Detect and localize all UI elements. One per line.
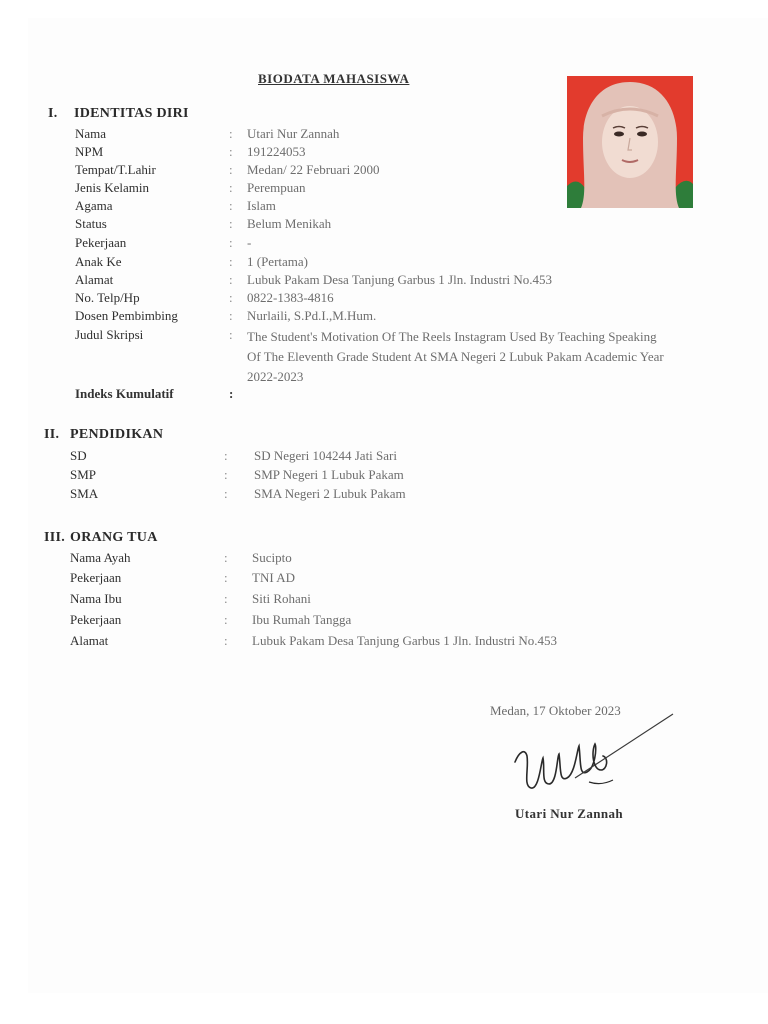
signature-place-date: Medan, 17 Oktober 2023 (490, 703, 621, 718)
field-colon: : (224, 633, 228, 648)
section-title: PENDIDIKAN (70, 427, 164, 442)
field-label: Pekerjaan (70, 570, 122, 585)
field-value: - (247, 235, 252, 250)
field-colon: : (224, 467, 228, 482)
field-label: Nama Ayah (70, 550, 131, 565)
field-colon: : (229, 290, 233, 305)
field-value: TNI AD (252, 570, 295, 585)
field-value: Lubuk Pakam Desa Tanjung Garbus 1 Jln. Industri No.453 (252, 633, 558, 648)
field-label: SD (70, 448, 87, 463)
field-label: Alamat (70, 633, 109, 648)
section-number: I. (48, 106, 58, 121)
field-colon: : (229, 126, 233, 141)
field-value: Ibu Rumah Tangga (252, 612, 352, 627)
field-value: SMP Negeri 1 Lubuk Pakam (254, 467, 404, 482)
section-title: IDENTITAS DIRI (74, 106, 189, 121)
field-colon: : (224, 486, 228, 501)
field-label: Status (75, 216, 107, 231)
field-colon: : (224, 550, 228, 565)
field-label: Jenis Kelamin (75, 180, 150, 195)
field-colon: : (229, 254, 233, 269)
field-colon: : (229, 162, 233, 177)
field-label: Tempat/T.Lahir (75, 162, 156, 177)
field-value: 0822-1383-4816 (247, 290, 334, 305)
field-colon: : (229, 216, 233, 231)
document-title: BIODATA MAHASISWA (258, 71, 410, 86)
section-number: III. (44, 530, 66, 545)
profile-photo (567, 76, 693, 208)
field-label: Agama (75, 198, 113, 213)
field-label: Pekerjaan (70, 612, 122, 627)
field-value: Perempuan (247, 180, 306, 195)
field-value: Belum Menikah (247, 216, 332, 231)
field-colon: : (224, 448, 228, 463)
field-label: NPM (75, 144, 104, 159)
field-value: Sucipto (252, 550, 292, 565)
field-label: Alamat (75, 272, 114, 287)
field-colon: : (224, 591, 228, 606)
field-value: Utari Nur Zannah (247, 126, 340, 141)
field-value: 191224053 (247, 144, 306, 159)
field-colon: : (229, 386, 234, 401)
field-value: Medan/ 22 Februari 2000 (247, 162, 380, 177)
section-number: II. (44, 427, 60, 442)
field-value: SD Negeri 104244 Jati Sari (254, 448, 397, 463)
field-value: SMA Negeri 2 Lubuk Pakam (254, 486, 406, 501)
section-pendidikan-heading (44, 427, 163, 443)
field-label: Dosen Pembimbing (75, 308, 178, 323)
signer-name: Utari Nur Zannah (515, 806, 624, 821)
field-label: SMP (70, 467, 97, 482)
field-colon: : (224, 570, 228, 585)
field-value: 1 (Pertama) (247, 254, 309, 269)
field-label: Anak Ke (75, 254, 122, 269)
field-colon: : (224, 612, 228, 627)
field-label: SMA (70, 486, 99, 501)
field-label: Nama Ibu (70, 591, 122, 606)
field-label: No. Telp/Hp (75, 290, 140, 305)
field-label: Indeks Kumulatif (75, 386, 174, 401)
field-colon: : (229, 180, 233, 195)
field-colon: : (229, 327, 233, 342)
field-indeks-kumulatif (75, 386, 234, 402)
section-identitas-heading (48, 106, 189, 122)
section-title: ORANG TUA (70, 530, 158, 545)
field-value: Nurlaili, S.Pd.I.,M.Hum. (247, 308, 377, 323)
field-value: Siti Rohani (252, 591, 311, 606)
field-colon: : (229, 235, 233, 250)
field-value: Islam (247, 198, 276, 213)
field-colon: : (229, 308, 233, 323)
section-orangtua-heading (44, 530, 158, 546)
signature-scribble (505, 712, 675, 802)
portrait-image (567, 76, 693, 208)
field-colon: : (229, 198, 233, 213)
field-label: Judul Skripsi (75, 327, 144, 342)
field-value: Lubuk Pakam Desa Tanjung Garbus 1 Jln. Industri No.453 (247, 272, 553, 287)
field-label: Pekerjaan (75, 235, 127, 250)
field-colon: : (229, 272, 233, 287)
field-colon: : (229, 144, 233, 159)
field-value: The Student's Motivation Of The Reels Instagram Used By Teaching Speaking Of The Eleventh Grade Student At SMA Negeri 2 Lubuk Pakam Academic Year 2022-2023 (247, 329, 664, 384)
field-label: Nama (75, 126, 107, 141)
